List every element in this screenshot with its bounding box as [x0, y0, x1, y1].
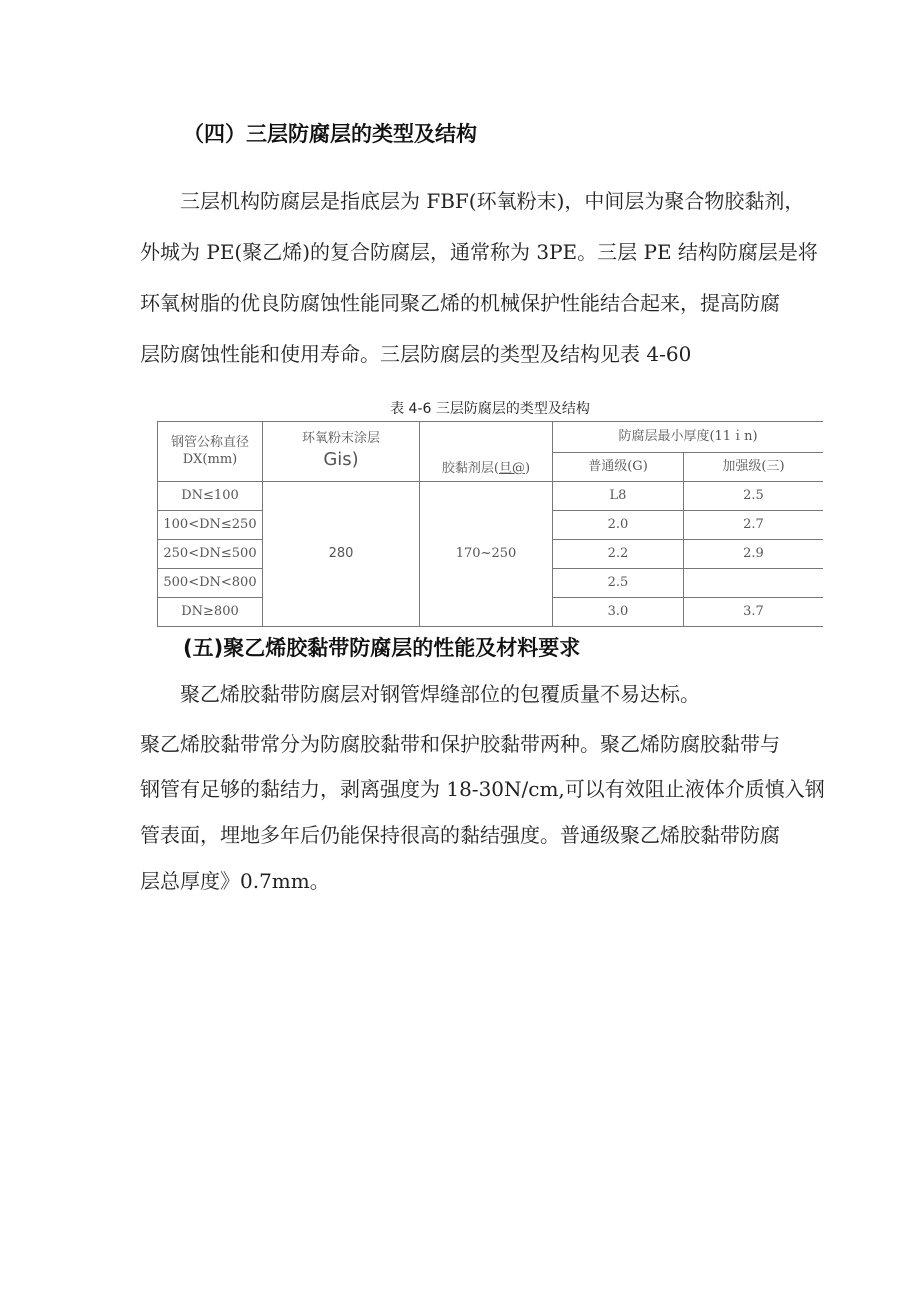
- header-pipe-diameter: [158, 422, 263, 482]
- cell-dn: 100<DN≤250: [158, 511, 263, 540]
- cell-dn: 500<DN<800: [158, 569, 263, 598]
- header-adhesive-unit: 旦@: [498, 461, 525, 477]
- section-5-paragraph-line: 层总厚度》0.7mm。: [140, 869, 330, 893]
- header-pipe-diameter-line2: DX(mm): [182, 451, 238, 467]
- section-5-heading: (五)聚乙烯胶黏带防腐层的性能及材料要求: [183, 636, 581, 660]
- cell-normal: 2.2: [553, 540, 684, 569]
- cell-normal: 2.5: [553, 569, 684, 598]
- table-row: [158, 482, 824, 511]
- cell-normal: L8: [553, 482, 684, 511]
- table-caption: 表 4-6 三层防腐层的类型及结构: [390, 401, 590, 417]
- header-adhesive-prefix: 胶黏剂层(: [441, 461, 499, 477]
- cell-enhanced: 3.7: [684, 598, 824, 627]
- header-enhanced-grade: 加强级(三): [684, 453, 824, 482]
- section-4-paragraph-line: 层防腐蚀性能和使用寿命。三层防腐层的类型及结构见表 4-60: [140, 342, 692, 366]
- header-epoxy-line2: Gis): [323, 449, 359, 471]
- section-4-paragraph-line: 三层机构防腐层是指底层为 FBF(环氧粉末)，中间层为聚合物胶黏剂，: [180, 189, 805, 213]
- header-pipe-diameter-line1: 钢管公称直径: [170, 434, 249, 450]
- coating-table-container: [157, 421, 823, 629]
- section-4-paragraph-line: 环氧树脂的优良防腐蚀性能同聚乙烯的机械保护性能结合起来，提高防腐: [140, 291, 780, 315]
- cell-enhanced: 2.7: [684, 511, 824, 540]
- header-adhesive-layer: [420, 422, 553, 482]
- section-4-paragraph-line: 外城为 PE(聚乙烯)的复合防腐层，通常称为 3PE。三层 PE 结构防腐层是将: [140, 240, 818, 264]
- cell-adhesive-thickness: 170~250: [420, 482, 553, 627]
- section-5-paragraph-line: 聚乙烯胶黏带常分为防腐胶黏带和保护胶黏带两种。聚乙烯防腐胶黏带与: [140, 732, 780, 756]
- cell-enhanced: 2.5: [684, 482, 824, 511]
- cell-enhanced: [684, 569, 824, 598]
- section-5-paragraph-line: 聚乙烯胶黏带防腐层对钢管焊缝部位的包覆质量不易达标。: [180, 682, 700, 706]
- header-epoxy-coating: [263, 422, 420, 482]
- section-5-paragraph-line: 管表面，埋地多年后仍能保持很高的黏结强度。普通级聚乙烯胶黏带防腐: [140, 823, 780, 847]
- header-normal-grade: 普通级(G): [553, 453, 684, 482]
- header-min-thickness-group: 防腐层最小厚度(11ｉn): [553, 422, 824, 453]
- cell-normal: 3.0: [553, 598, 684, 627]
- cell-normal: 2.0: [553, 511, 684, 540]
- cell-epoxy-thickness: 280: [263, 482, 420, 627]
- section-4-heading: （四）三层防腐层的类型及结构: [183, 122, 477, 146]
- cell-dn: DN≤100: [158, 482, 263, 511]
- cell-enhanced: 2.9: [684, 540, 824, 569]
- cell-dn: 250<DN≤500: [158, 540, 263, 569]
- header-epoxy-line1: 环氧粉末涂层: [301, 431, 380, 447]
- cell-dn: DN≥800: [158, 598, 263, 627]
- section-5-paragraph-line: 钢管有足够的黏结力，剥离强度为 18-30N∕cm,可以有效阻止液体介质慎入钢: [140, 777, 825, 801]
- header-adhesive-suffix: ): [525, 461, 531, 477]
- coating-structure-table: [157, 421, 823, 627]
